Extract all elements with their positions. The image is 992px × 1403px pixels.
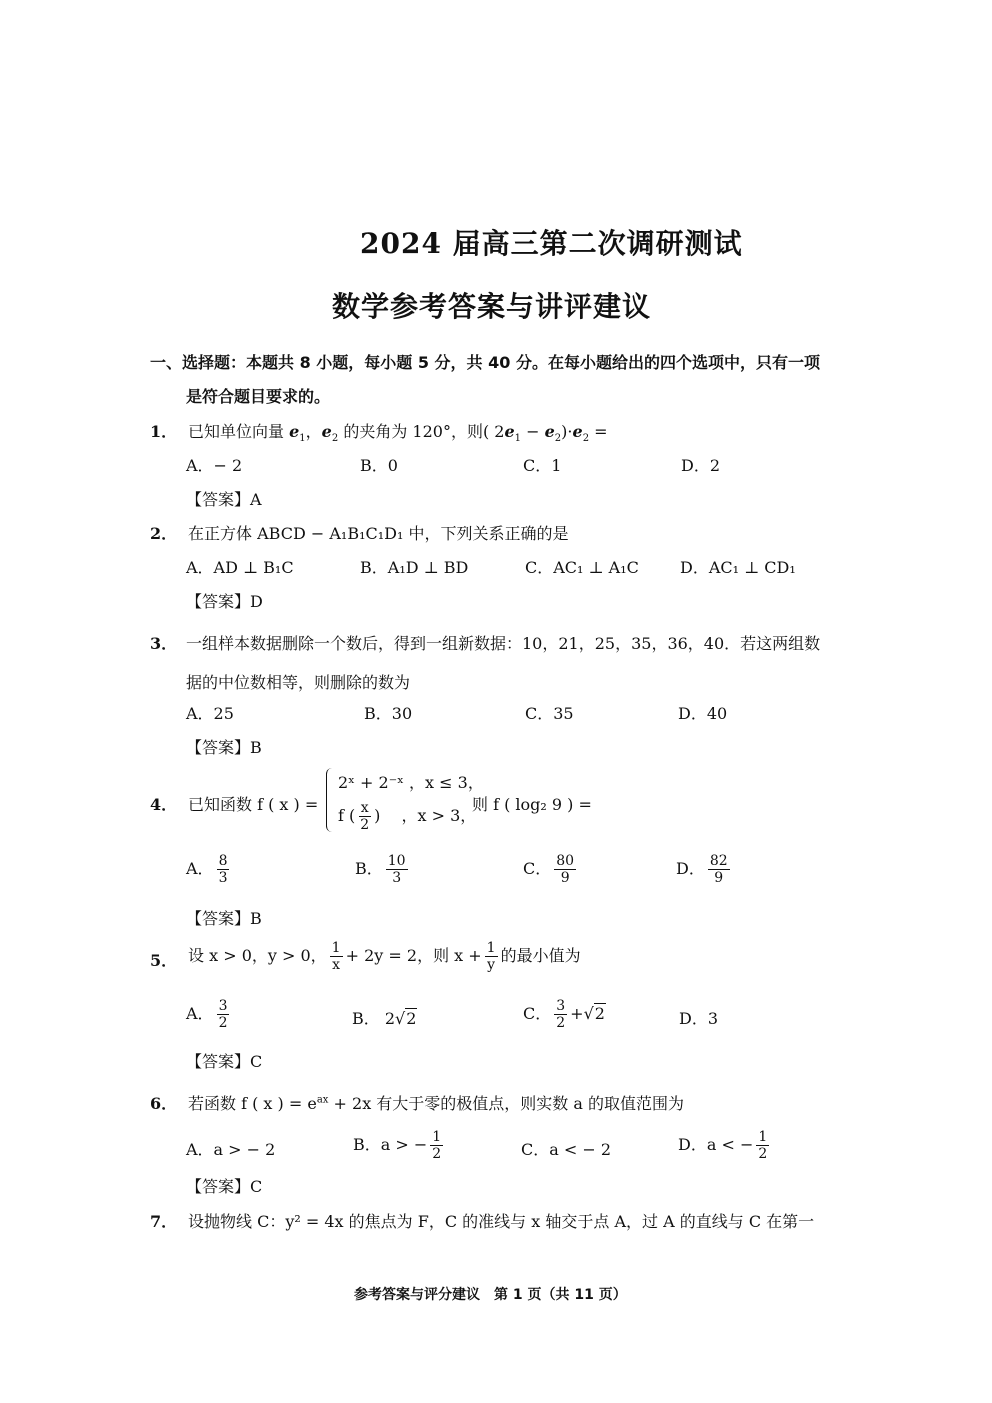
question-2-number: 2． [150, 524, 178, 543]
question-2-answer: 【答案】D [186, 592, 263, 611]
question-3-stem-line-1: 一组样本数据删除一个数后，得到一组新数据：10，21，25，35，36，40．若这两组数 [186, 634, 821, 653]
question-5-option-b: B． 2√2 [352, 1009, 417, 1028]
question-3-stem-line-2: 据的中位数相等，则删除的数为 [186, 673, 411, 692]
question-3-option-a: A．25 [186, 704, 234, 723]
question-2-option-a: A．AD ⊥ B₁C [186, 558, 294, 577]
piecewise-brace [326, 768, 335, 832]
question-2-stem: 在正方体 ABCD − A₁B₁C₁D₁ 中，下列关系正确的是 [188, 524, 569, 543]
question-4-option-b: B． $\frac{10}{3}$ [355, 853, 406, 886]
question-6-option-c: C．a < − 2 [521, 1140, 612, 1159]
question-5-answer: 【答案】C [186, 1052, 263, 1071]
question-7-number: 7． [150, 1212, 178, 1231]
page-footer: 参考答案与评分建议 第 1 页（共 11 页） [354, 1287, 627, 1303]
question-6-option-b: B．a > − $\frac{1}{2}$ [353, 1129, 442, 1162]
question-5-option-c: C． $\frac{3}{2}$ +√2 [523, 998, 605, 1031]
question-4-case-1: 2ˣ + 2⁻ˣ ，x ≤ 3， [338, 773, 484, 792]
question-6-option-a: A．a > − 2 [186, 1140, 276, 1159]
title-line-1: 2024 届高三第二次调研测试 [360, 227, 743, 260]
question-1-option-d: D．2 [681, 456, 721, 475]
question-6-answer: 【答案】C [186, 1177, 263, 1196]
question-4-case-2: f ( $\frac{x}{2}$ ) ，x > 3， [338, 800, 477, 833]
question-6-option-d: D．a < − $\frac{1}{2}$ [678, 1129, 768, 1162]
question-4-option-d: D． $\frac{82}{9}$ [676, 853, 728, 886]
question-2-option-d: D．AC₁ ⊥ CD₁ [680, 558, 796, 577]
question-1-option-a: A．− 2 [186, 456, 243, 475]
question-1-answer: 【答案】A [186, 490, 262, 509]
title-line-2: 数学参考答案与讲评建议 [332, 290, 652, 323]
question-4-option-c: C． $\frac{80}{9}$ [523, 853, 575, 886]
question-1-option-b: B．0 [360, 456, 398, 475]
question-3-option-d: D．40 [678, 704, 728, 723]
question-6-stem: 若函数 f ( x ) = $e^{ax} + 2x$ 有大于零的极值点，则实数 a 的取值范围为 [188, 1094, 685, 1113]
question-3-option-b: B．30 [364, 704, 413, 723]
question-5-option-a: A． $\frac{3}{2}$ [186, 998, 228, 1031]
question-1-stem: 已知单位向量 $e_1$，$e_2$ 的夹角为 120°，则( $2e_1 - e_2)\cdot e_2$ = [188, 422, 608, 445]
question-4-stem-a: 已知函数 f ( x ) = [188, 795, 319, 814]
question-1-number: 1． [150, 422, 178, 441]
question-6-number: 6． [150, 1094, 178, 1113]
question-5-stem: 设 x > 0，y > 0， $\frac{1}{x}$ + 2y = 2，则 x + $\frac{1}{y}$ 的最小值为 [188, 940, 581, 973]
question-3-answer: 【答案】B [186, 738, 262, 757]
question-5-number: 5． [150, 951, 178, 970]
question-4-answer: 【答案】B [186, 909, 262, 928]
question-4-option-a: A． $\frac{8}{3}$ [186, 853, 228, 886]
question-2-option-b: B．A₁D ⊥ BD [360, 558, 469, 577]
question-4-stem-b: 则 f ( log₂ 9 ) = [472, 795, 592, 814]
question-5-option-d: D．3 [679, 1009, 719, 1028]
question-4-number: 4． [150, 795, 178, 814]
question-2-option-c: C．AC₁ ⊥ A₁C [525, 558, 639, 577]
question-7-stem: 设抛物线 C：y² = 4x 的焦点为 F，C 的准线与 x 轴交于点 A，过 A 的直线与 C 在第一 [188, 1212, 815, 1231]
section-header-line-1: 一、选择题：本题共 8 小题，每小题 5 分，共 40 分。在每小题给出的四个选项中，只有一项 [150, 353, 820, 372]
question-3-option-c: C．35 [525, 704, 574, 723]
question-3-number: 3． [150, 634, 178, 653]
section-header-line-2: 是符合题目要求的。 [186, 387, 331, 406]
question-1-option-c: C．1 [523, 456, 562, 475]
